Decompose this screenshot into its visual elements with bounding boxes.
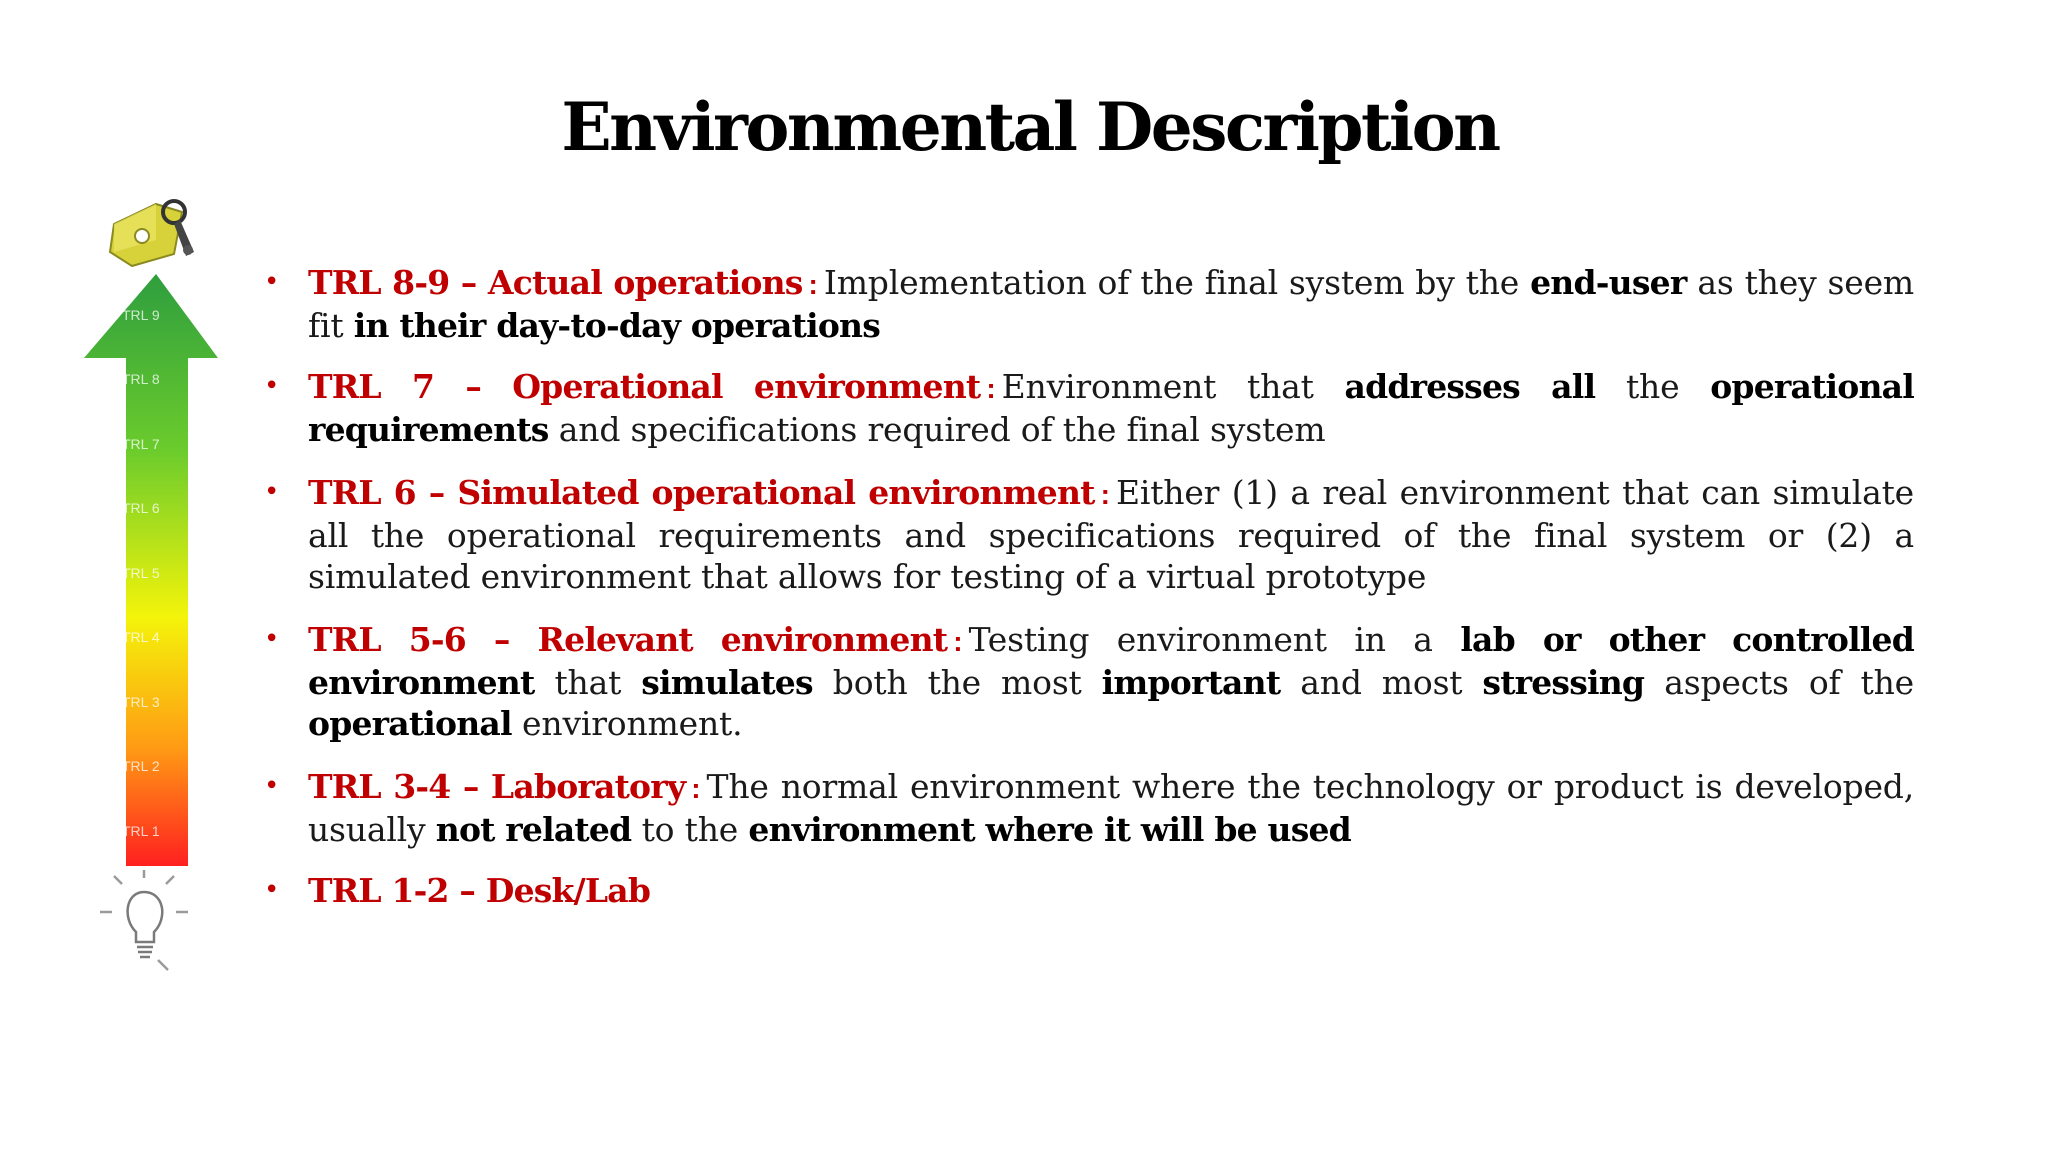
trl-level-7: TRL 7 bbox=[122, 436, 160, 452]
trl-level-2: TRL 2 bbox=[122, 758, 160, 774]
trl-level-8: TRL 8 bbox=[122, 371, 160, 387]
description-text: to the bbox=[631, 810, 749, 849]
bullet-point: • bbox=[264, 371, 280, 401]
light-bulb-idea-icon bbox=[100, 870, 188, 970]
trl-item bbox=[262, 766, 1914, 850]
emphasized-text: end-user bbox=[1530, 263, 1687, 302]
description-text: aspects of the bbox=[1644, 663, 1914, 702]
emphasized-text: lab or other controlled environment bbox=[308, 620, 1915, 702]
trl-level-6: TRL 6 bbox=[122, 500, 160, 516]
description-text: The normal environment where the technology or product is developed, usually bbox=[308, 767, 1915, 849]
trl-item bbox=[262, 472, 1914, 597]
emphasized-text: not related bbox=[435, 810, 632, 849]
description-text: as they seem fit bbox=[308, 263, 1914, 345]
emphasized-text: important bbox=[1101, 663, 1281, 702]
description-text: Implementation of the final system by the bbox=[823, 263, 1531, 302]
description-text: the bbox=[1595, 367, 1711, 406]
emphasized-text: simulates bbox=[641, 663, 813, 702]
bullet-point: • bbox=[264, 771, 280, 801]
trl-level-5: TRL 5 bbox=[122, 565, 160, 581]
trl-bullet-list bbox=[262, 262, 1914, 911]
description-text: Testing environment in a bbox=[968, 620, 1461, 659]
trl-item-label: TRL 6 – Simulated operational environment bbox=[308, 473, 1095, 512]
trl-level-3: TRL 3 bbox=[122, 694, 160, 710]
slide-title: Environmental Description bbox=[561, 88, 1499, 166]
emphasized-text: in their day-to-day operations bbox=[353, 306, 881, 345]
trl-item bbox=[262, 366, 1914, 450]
emphasized-text: operational bbox=[308, 704, 512, 743]
description-text: and most bbox=[1280, 663, 1483, 702]
bullet-point: • bbox=[264, 477, 280, 507]
trl-level-labels bbox=[122, 307, 160, 839]
trl-item-colon: : bbox=[986, 373, 996, 404]
trl-item-colon: : bbox=[1100, 479, 1110, 510]
trl-item-label: TRL 3-4 – Laboratory bbox=[308, 767, 686, 806]
bullet-point: • bbox=[264, 267, 280, 297]
trl-item-colon: : bbox=[808, 269, 818, 300]
description-text: environment. bbox=[511, 704, 743, 743]
trl-item-label: TRL 1-2 – Desk/Lab bbox=[308, 871, 651, 910]
emphasized-text: addresses all bbox=[1344, 367, 1596, 406]
trl-item bbox=[262, 262, 1914, 346]
bullet-point: • bbox=[264, 624, 280, 654]
description-text: Environment that bbox=[1001, 367, 1345, 406]
trl-item-colon: : bbox=[953, 626, 963, 657]
trl-level-4: TRL 4 bbox=[122, 629, 160, 645]
trl-item-colon: : bbox=[691, 773, 701, 804]
description-text: that bbox=[534, 663, 642, 702]
description-text: both the most bbox=[812, 663, 1102, 702]
emphasized-text: environment where it will be used bbox=[748, 810, 1351, 849]
trl-scale-graphic bbox=[70, 190, 240, 980]
trl-level-9: TRL 9 bbox=[122, 307, 160, 323]
description-text: Either (1) a real environment that can simulate all the operational requirements and specifications required of the final system or (2) a simulated environment that allows for testing of a virtual prototype bbox=[308, 473, 1914, 596]
gear-wrench-tool-icon bbox=[110, 201, 194, 266]
trl-level-1: TRL 1 bbox=[122, 823, 160, 839]
bullet-point: • bbox=[264, 875, 280, 905]
trl-item-label: TRL 8-9 – Actual operations bbox=[308, 263, 803, 302]
emphasized-text: stressing bbox=[1482, 663, 1645, 702]
trl-item bbox=[262, 870, 1914, 911]
trl-item bbox=[262, 619, 1914, 744]
emphasized-text: operational requirements bbox=[308, 367, 1914, 449]
trl-item-label: TRL 5-6 – Relevant environment bbox=[308, 620, 948, 659]
description-text: and specifications required of the final system bbox=[548, 410, 1326, 449]
trl-item-label: TRL 7 – Operational environment bbox=[308, 367, 981, 406]
